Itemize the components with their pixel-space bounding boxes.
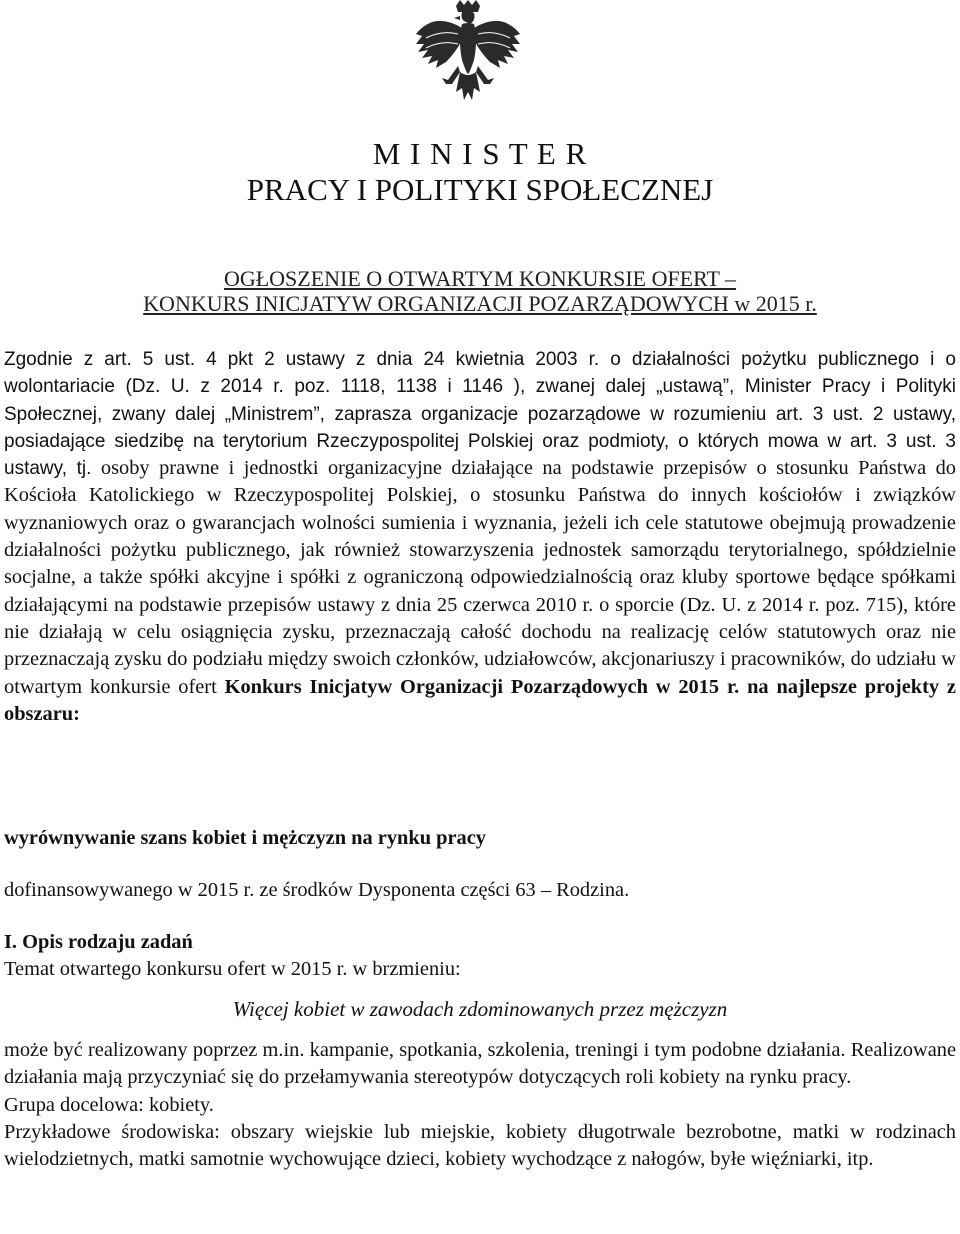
- contest-name-bold: Konkurs Inicjatyw Organizacji Pozarządowych w 2015 r. na najlepsze projekty z obszaru:: [4, 675, 956, 725]
- ministry-name-heading: PRACY I POLITYKI SPOŁECZNEJ: [246, 172, 714, 207]
- funding-line: dofinansowywanego w 2015 r. ze środków Dysponenta części 63 – Rodzina.: [4, 879, 630, 901]
- environments-paragraph: Przykładowe środowiska: obszary wiejskie lub miejskie, kobiety długotrwale bezrobotne, matki w rodzinach wielodzietnych, matki samotnie wychowujące dzieci, kobiety wychodzące z nałogów, byłe więźniarki, itp.: [4, 1120, 956, 1171]
- notice-title-line-1: OGŁOSZENIE O OTWARTYM KONKURSIE OFERT –: [223, 266, 737, 291]
- intro-text-part-1: Zgodnie z art. 5 ust. 4 pkt 2 ustawy z dnia 24 kwietnia 2003 r. o działalności pożytku publicznego i o wolontariacie (Dz. U. z 2014 r. poz. 1118, 1138 i 1146 ), zwanej dalej „ustawą”, Minister Pracy i Polityki Społecznej, zwany dalej „Ministrem”, zaprasza organizacje pozarządowe w rozumieniu art. 3 ust. 2 ustawy, posiadające siedzibę na terytorium Rzeczypospolitej Polskiej oraz podmioty, o których mowa w art. 3 ust. 3 ustawy, tj.: [4, 349, 956, 480]
- section-1-title: I. Opis rodzaju zadań: [4, 931, 193, 953]
- description-paragraph: może być realizowany poprzez m.in. kampanie, spotkania, szkolenia, treningi i tym podobne działania. Realizowane działania mają przyczyniać się do przełamywania stereotypów dotyczących roli kobiety na rynku pracy.: [4, 1039, 956, 1089]
- minister-heading: M I N I S T E R: [372, 136, 588, 171]
- section-1-subtitle: Temat otwartego konkursu ofert w 2015 r. w brzmieniu:: [4, 958, 461, 980]
- target-group-line: Grupa docelowa: kobiety.: [4, 1093, 214, 1116]
- notice-title-line-2: KONKURS INICJATYW ORGANIZACJI POZARZĄDOWYCH w 2015 r.: [143, 291, 817, 316]
- area-heading: wyrównywanie szans kobiet i mężczyzn na rynku pracy: [4, 827, 486, 849]
- intro-paragraph: [4, 346, 956, 728]
- contest-topic: Więcej kobiet w zawodach zdominowanych przez mężczyzn: [232, 997, 728, 1021]
- polish-eagle-emblem-icon: [412, 0, 524, 118]
- description-block: [4, 1037, 956, 1173]
- intro-text-part-2: osoby prawne i jednostki organizacyjne działające na podstawie przepisów o stosunku Państwa do Kościoła Katolickiego w Rzeczypospolitej Polskiej, o stosunku Państwa do innych kościołów i związków wyznaniowych oraz o gwarancjach wolności sumienia i wyznania, jeżeli ich cele statutowe obejmują prowadzenie działalności pożytku publicznego, jak również stowarzyszenia jednostek samorządu terytorialnego, spółdzielnie socjalne, a także spółki akcyjne i spółki z ograniczoną odpowiedzialnością oraz kluby sportowe będące spółkami działającymi na podstawie przepisów ustawy z dnia 25 czerwca 2010 r. o sporcie (Dz. U. z 2014 r. poz. 715), które nie działają w celu osiągnięcia zysku, przeznaczają całość dochodu na realizację celów statutowych oraz nie przeznaczają zysku do podziału między swoich członków, udziałowców, akcjonariuszy i pracowników, do udziału w otwartym konkursie ofert: [4, 457, 956, 698]
